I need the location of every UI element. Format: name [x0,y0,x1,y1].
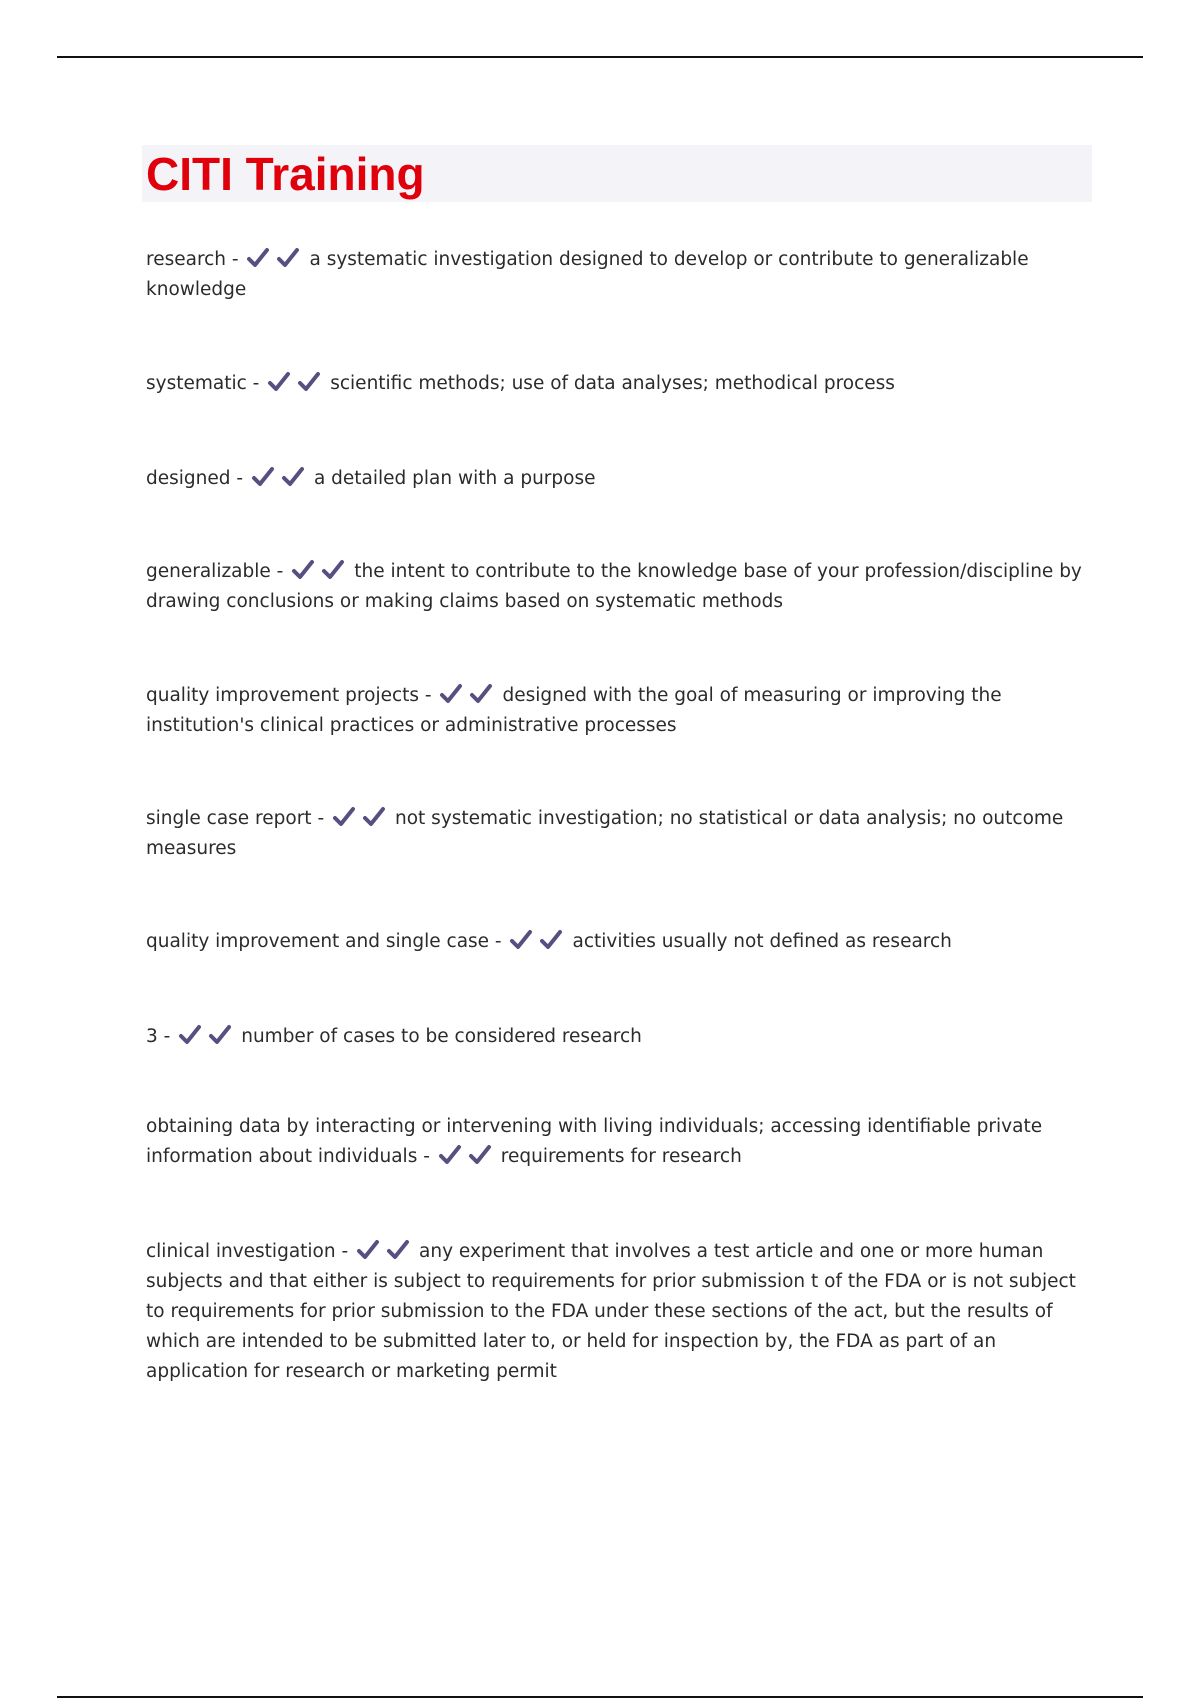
check-icon [509,929,533,951]
card-term: clinical investigation [146,1241,336,1262]
check-icon [439,683,463,705]
check-icon [356,1239,380,1261]
check-icon [332,806,356,828]
flashcard: designed - a detailed plan with a purpose [146,464,1086,494]
card-term: designed [146,468,231,489]
check-pair [267,369,327,399]
check-pair [356,1237,416,1267]
flashcard: obtaining data by interacting or intervening with living individuals; accessing identifiable private information about individuals - requirements for research [146,1112,1086,1172]
flashcard: single case report - not systematic investigation; no statistical or data analysis; no outcome measures [146,804,1086,864]
card-definition: a detailed plan with a purpose [313,468,596,489]
flashcard: quality improvement projects - designed with the goal of measuring or improving the institution's clinical practices or administrative processes [146,681,1086,741]
card-definition: requirements for research [500,1146,742,1167]
flashcard: clinical investigation - any experiment that involves a test article and one or more human subjects and that either is subject to requirements for prior submission t of the FDA or is not subject to requirements for prior submission to the FDA under these sections of the act, but the results of which are intended to be submitted later to, or held for inspection by, the FDA as part of an application for research or marketing permit [146,1237,1086,1387]
card-term: 3 [146,1026,158,1047]
check-icon [386,1239,410,1261]
check-pair [438,1142,498,1172]
card-definition: designed with the goal of measuring or improving the institution's clinical practices or administrative processes [146,685,1002,736]
check-icon [468,1144,492,1166]
card-term: systematic [146,373,247,394]
card-definition: the intent to contribute to the knowledge base of your profession/discipline by drawing conclusions or making claims based on systematic methods [146,561,1082,612]
check-icon [469,683,493,705]
check-icon [276,247,300,269]
check-pair [291,557,351,587]
bottom-rule [57,1696,1143,1698]
check-pair [251,464,311,494]
card-term: quality improvement projects [146,685,420,706]
flashcard: systematic - scientific methods; use of data analyses; methodical process [146,369,1086,399]
check-icon [246,247,270,269]
check-icon [321,559,345,581]
card-definition: any experiment that involves a test article and one or more human subjects and that either is subject to requirements for prior submission t of the FDA or is not subject to requirements for prior submission to the FDA under these sections of the act, but the results of which are intended to be submitted later to, or held for inspection by, the FDA as part of an application for research or marketing permit [146,1241,1076,1382]
card-term: quality improvement and single case [146,931,490,952]
check-icon [291,559,315,581]
check-icon [178,1024,202,1046]
check-icon [539,929,563,951]
card-term: obtaining data by interacting or intervening with living individuals; accessing identifiable private information about individuals [146,1116,1043,1167]
check-pair [439,681,499,711]
check-icon [208,1024,232,1046]
check-icon [251,466,275,488]
card-term: research [146,249,227,270]
flashcard: research - a systematic investigation designed to develop or contribute to generalizable knowledge [146,245,1086,305]
card-definition: activities usually not defined as research [572,931,952,952]
flashcard: generalizable - the intent to contribute to the knowledge base of your profession/discipline by drawing conclusions or making claims based on systematic methods [146,557,1086,617]
card-definition: not systematic investigation; no statistical or data analysis; no outcome measures [146,808,1064,859]
check-icon [267,371,291,393]
check-icon [281,466,305,488]
top-rule [57,56,1143,58]
card-term: single case report [146,808,312,829]
check-icon [362,806,386,828]
check-icon [438,1144,462,1166]
check-pair [178,1022,238,1052]
check-pair [509,927,569,957]
card-definition: a systematic investigation designed to develop or contribute to generalizable knowledge [146,249,1029,300]
flashcard: quality improvement and single case - activities usually not defined as research [146,927,1086,957]
flashcard: 3 - number of cases to be considered research [146,1022,1086,1052]
document-title: CITI Training [146,148,425,200]
card-definition: scientific methods; use of data analyses; methodical process [330,373,895,394]
card-term: generalizable [146,561,271,582]
check-icon [297,371,321,393]
card-definition: number of cases to be considered research [241,1026,642,1047]
check-pair [246,245,306,275]
check-pair [332,804,392,834]
